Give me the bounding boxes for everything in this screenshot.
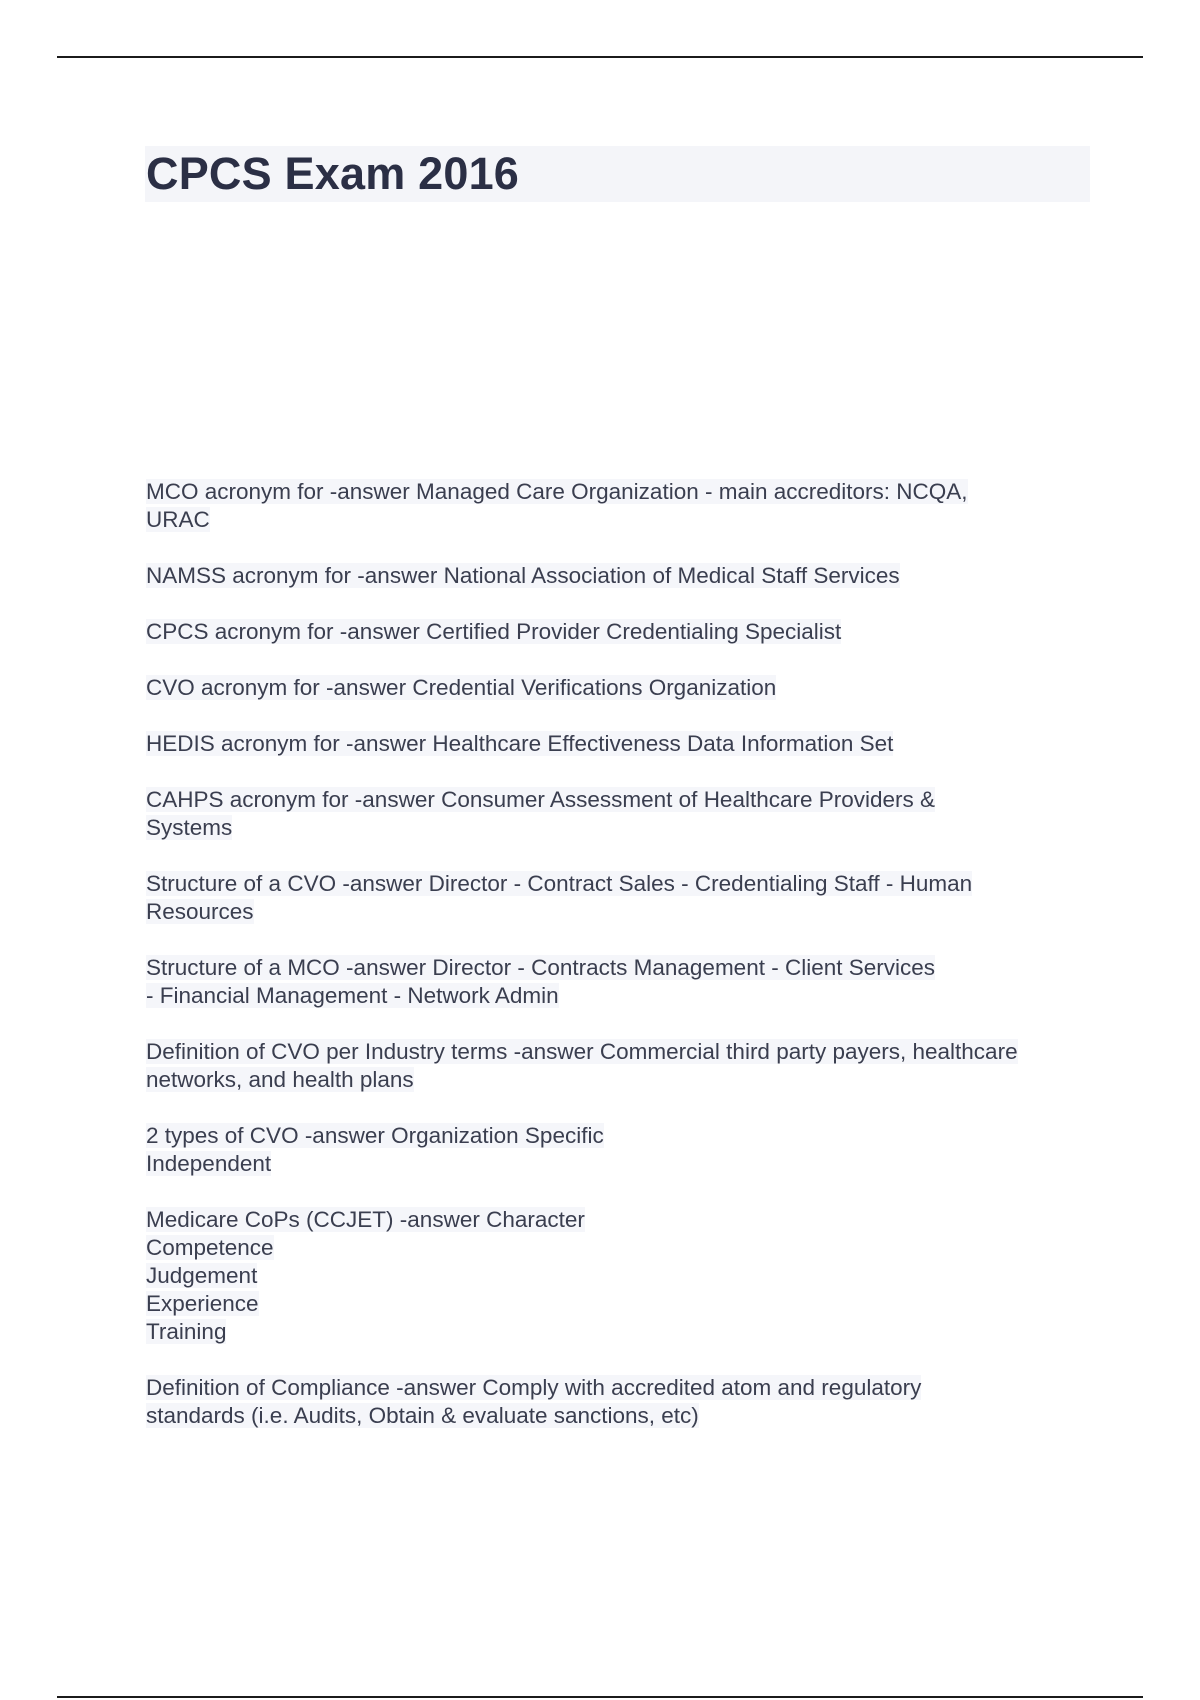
qa-line-text: Independent xyxy=(146,1151,272,1176)
qa-line-text: Definition of Compliance -answer Comply with accredited atom and regulatory xyxy=(146,1375,922,1400)
qa-line-text: networks, and health plans xyxy=(146,1067,414,1092)
qa-line xyxy=(146,730,1091,758)
qa-line-text: MCO acronym for -answer Managed Care Organization - main accreditors: NCQA, xyxy=(146,479,968,504)
qa-line-text: standards (i.e. Audits, Obtain & evaluate sanctions, etc) xyxy=(146,1403,699,1428)
qa-list xyxy=(146,478,1091,1458)
qa-line xyxy=(146,1122,1091,1150)
qa-line xyxy=(146,1234,1091,1262)
qa-line xyxy=(146,478,1091,506)
qa-item xyxy=(146,786,1091,842)
qa-item xyxy=(146,730,1091,758)
qa-line xyxy=(146,562,1091,590)
qa-line xyxy=(146,786,1091,814)
qa-line xyxy=(146,1066,1091,1094)
header-rule xyxy=(57,56,1143,58)
qa-line-text: Competence xyxy=(146,1235,274,1260)
qa-line xyxy=(146,1318,1091,1346)
qa-line xyxy=(146,814,1091,842)
qa-line xyxy=(146,1206,1091,1234)
qa-line-text: 2 types of CVO -answer Organization Specific xyxy=(146,1123,604,1148)
qa-line xyxy=(146,954,1091,982)
qa-item xyxy=(146,870,1091,926)
qa-line-text: CVO acronym for -answer Credential Verifications Organization xyxy=(146,675,777,700)
qa-line xyxy=(146,1150,1091,1178)
qa-line xyxy=(146,898,1091,926)
qa-item xyxy=(146,954,1091,1010)
qa-line-text: Medicare CoPs (CCJET) -answer Character xyxy=(146,1207,585,1232)
page-title: CPCS Exam 2016 xyxy=(146,148,520,199)
qa-line-text: Structure of a CVO -answer Director - Contract Sales - Credentialing Staff - Human xyxy=(146,871,973,896)
qa-line-text: URAC xyxy=(146,507,210,532)
qa-item xyxy=(146,1122,1091,1178)
qa-line xyxy=(146,618,1091,646)
qa-item xyxy=(146,1206,1091,1346)
qa-line xyxy=(146,1262,1091,1290)
qa-line xyxy=(146,506,1091,534)
qa-item xyxy=(146,1374,1091,1430)
qa-line xyxy=(146,1402,1091,1430)
qa-line xyxy=(146,1038,1091,1066)
qa-line xyxy=(146,674,1091,702)
qa-line-text: Resources xyxy=(146,899,254,924)
qa-item xyxy=(146,1038,1091,1094)
qa-line xyxy=(146,1290,1091,1318)
qa-item xyxy=(146,674,1091,702)
qa-item xyxy=(146,478,1091,534)
qa-item xyxy=(146,562,1091,590)
qa-line-text: Systems xyxy=(146,815,233,840)
qa-line-text: HEDIS acronym for -answer Healthcare Effectiveness Data Information Set xyxy=(146,731,894,756)
qa-line xyxy=(146,870,1091,898)
qa-line-text: Structure of a MCO -answer Director - Contracts Management - Client Services xyxy=(146,955,936,980)
qa-line-text: - Financial Management - Network Admin xyxy=(146,983,559,1008)
qa-line-text: Definition of CVO per Industry terms -answer Commercial third party payers, healthcare xyxy=(146,1039,1018,1064)
qa-line xyxy=(146,1374,1091,1402)
qa-item xyxy=(146,618,1091,646)
qa-line-text: NAMSS acronym for -answer National Association of Medical Staff Services xyxy=(146,563,900,588)
qa-line xyxy=(146,982,1091,1010)
footer-rule xyxy=(57,1696,1143,1698)
qa-line-text: Training xyxy=(146,1319,227,1344)
qa-line-text: Experience xyxy=(146,1291,259,1316)
qa-line-text: CPCS acronym for -answer Certified Provider Credentialing Specialist xyxy=(146,619,842,644)
qa-line-text: CAHPS acronym for -answer Consumer Assessment of Healthcare Providers & xyxy=(146,787,936,812)
qa-line-text: Judgement xyxy=(146,1263,258,1288)
